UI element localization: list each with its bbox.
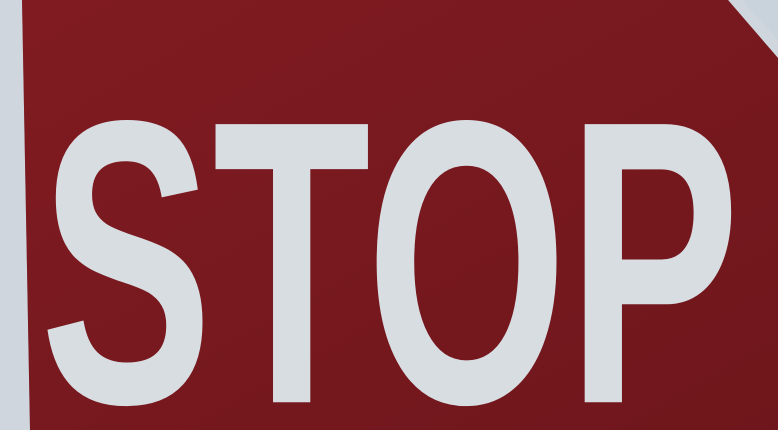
stop-text: STOP: [40, 36, 740, 430]
